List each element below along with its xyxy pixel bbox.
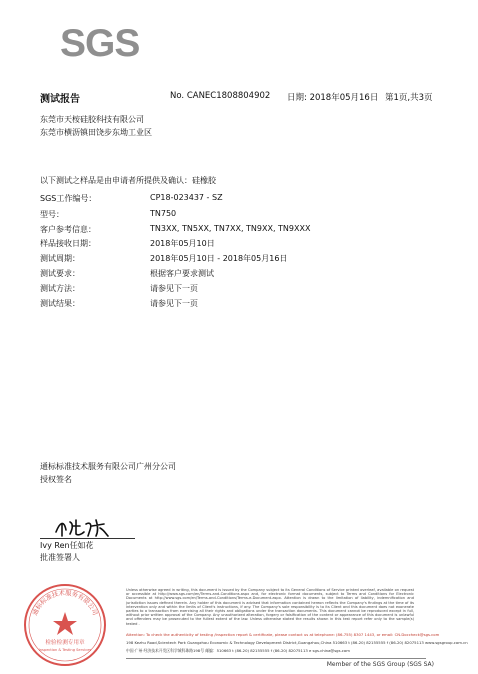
issuer-authorized-signature: 授权签名 [40,475,72,484]
field-value-received-date: 2018年05月10日 [150,239,215,248]
field-label-test-result: 测试结果： [40,299,80,308]
page-indicator: 第1页,共3页 [385,93,433,103]
terms-text: Unless otherwise agreed in writing, this document is issued by the Company subject to its General Conditions of Service printed overleaf, available on request or accessible at http://www.sgs.com/en/Terms-and-Conditions.aspx and, for electronic format documents, subject to Terms and Conditions for Electronic Documents at http://www.sgs.com/en/Terms-and-Conditions/Terms-e-Document.aspx. Attention is drawn to the limitation of liability, indemnification and jurisdiction issues defined therein. Any holder of this document is advised that information contained hereon reflects the Company's findings at the time of its intervention only and within the limits of Client's instructions, if any. The Company's sole responsibility is to its Client and this document does not exonerate parties to a transaction from exercising all their rights and obligations under the transaction documents. This document cannot be reproduced except in full, without prior written approval of the Company. Any unauthorized alteration, forgery or falsification of the content or appearance of this document is unlawful and offenders may be prosecuted to the fullest extent of the law. Unless otherwise stated the results shown in this test report refer only to the sample(s) tested . [126,588,414,626]
report-number: No. CANEC1808804902 [170,91,271,101]
sgs-logo-text: SGS [60,22,140,65]
field-label-model: 型号： [40,210,64,219]
stamp-en-text: Inspection & Testing Services [38,648,92,652]
stamp-top-text: 通标标准技术服务有限公司 [31,589,99,617]
issuer-company: 通标标准技术服务有限公司广州分公司 [40,462,176,471]
stamp-star-icon [53,612,77,635]
applicant-address: 东莞市横沥镇田饶步东坳工业区 [40,128,152,137]
field-label-test-method: 测试方法： [40,284,80,293]
field-value-test-requirement: 根据客户要求测试 [150,269,214,278]
field-value-test-period: 2018年05月10日 - 2018年05月16日 [150,254,288,263]
field-value-model: TN750 [150,209,177,218]
field-value-client-ref: TN3XX, TN5XX, TN7XX, TN9XX, TN9XXX [150,224,311,233]
signature-line [40,538,135,539]
stamp-mid-text: 检验检测专用章 [45,640,85,646]
report-title: 测试报告 [40,94,80,105]
footer-address-en: 198 Kezhu Road,Scientech Park Guangzhou Economic & Technology Development District,Guangzhou,China 510663 t (86-20) 82155555 f (86-20) 82075113 www.sgsgroup.com.cn [126,640,468,645]
sgs-logo [60,22,140,65]
footer-divider [126,658,426,659]
field-label-client-ref: 客户参考信息： [40,225,96,234]
field-label-test-period: 测试周期： [40,254,80,263]
field-label-received-date: 样品接收日期： [40,239,96,248]
field-label-job-no: SGS工作编号： [40,194,97,203]
applicant-name: 东莞市天桉硅胶科技有限公司 [40,115,144,124]
handwritten-signature [52,514,112,540]
field-value-test-method: 请参见下一页 [150,284,198,293]
field-label-test-requirement: 测试要求： [40,269,80,278]
official-stamp [22,582,108,668]
sgs-member-line: Member of the SGS Group (SGS SA) [326,661,434,668]
field-value-job-no: CP18-023437 - SZ [150,193,223,202]
field-value-test-result: 请参见下一页 [150,299,198,308]
authenticity-notice: Attention: To check the authenticity of testing /inspection report & certificate, please contact us at telephone: (86-755) 8307 1443, or email: CN.Doccheck@sgs.com [126,632,440,637]
footer-address-cn: 中国·广州·经济技术开发区科学城科珠路198号 邮编：510663 t (86-20) 82155555 f (86-20) 82075113 e sgs.china@sgs.com [126,648,350,653]
signer-name: Ivy Ren任如花 [40,541,94,550]
signer-role: 批准签署人 [40,553,80,562]
report-date: 日期: 2018年05月16日 [287,93,379,103]
sample-intro: 以下测试之样品是由申请者所提供及确认：硅橡胶 [40,176,216,185]
